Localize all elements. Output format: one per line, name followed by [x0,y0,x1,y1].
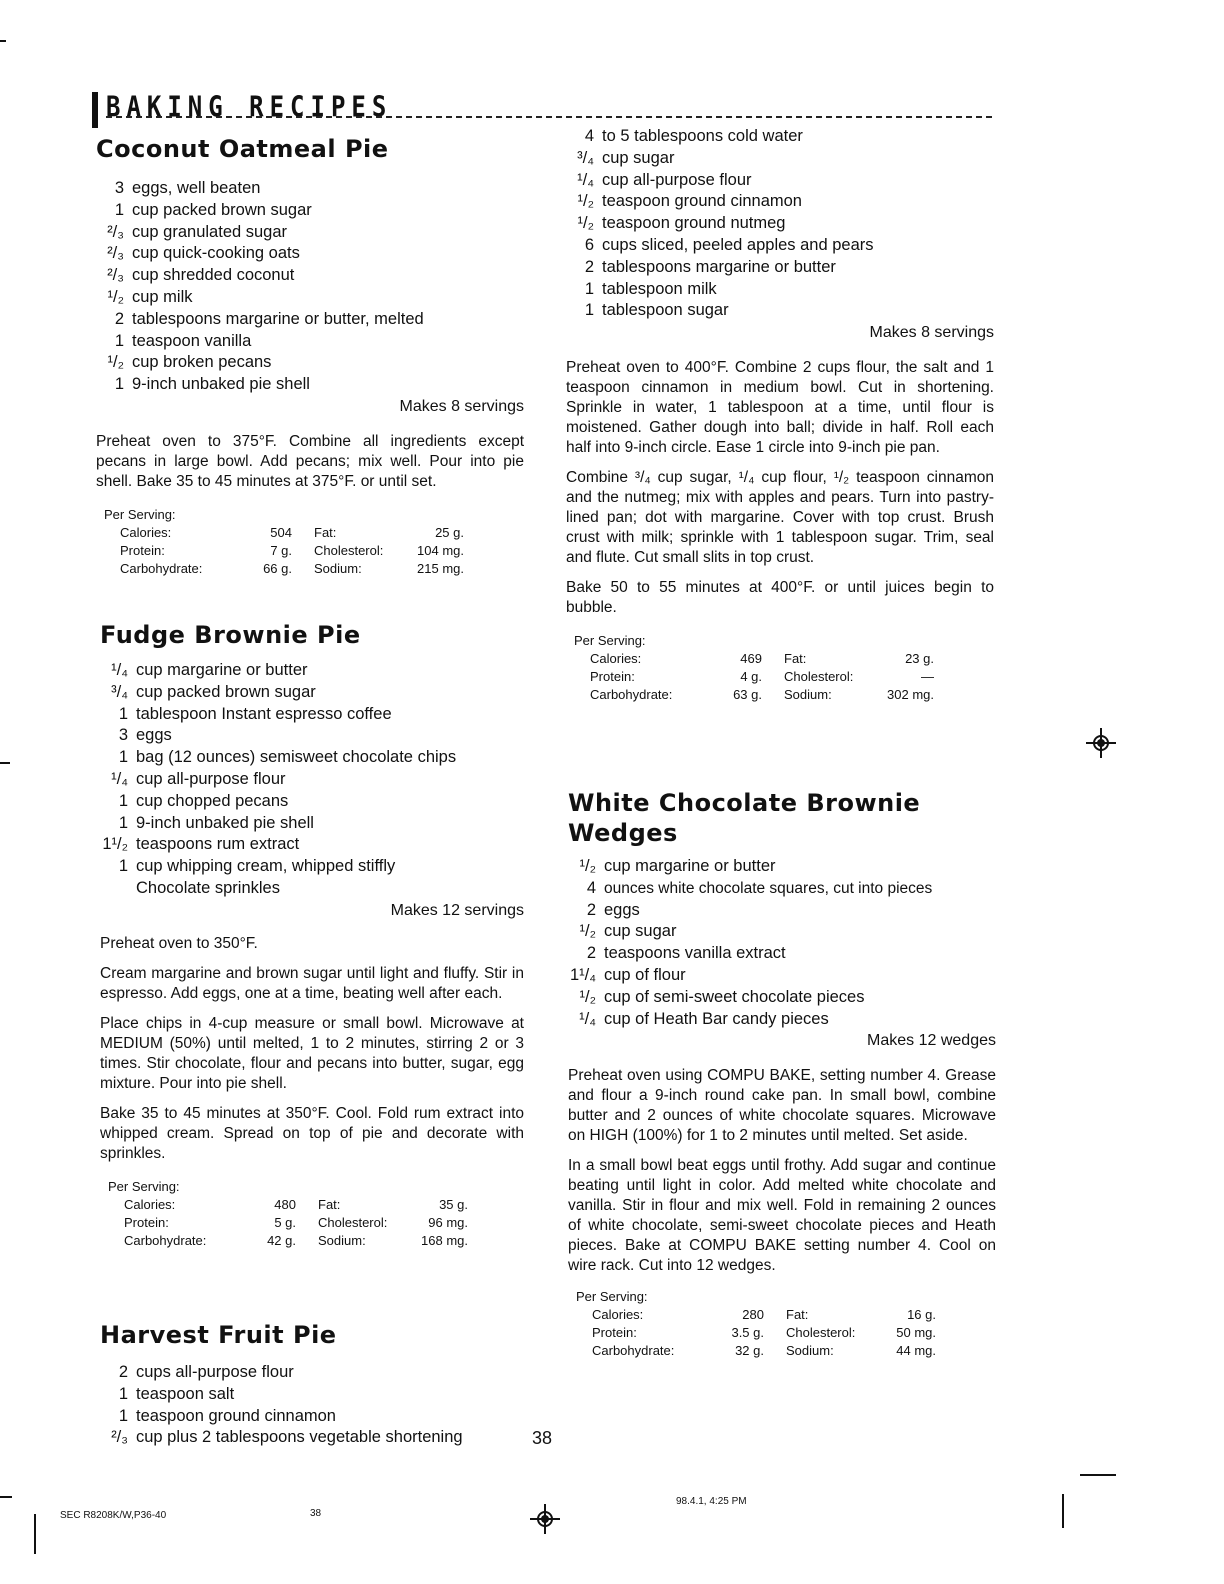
nutrition-value: 5 g. [274,1214,296,1230]
recipe-title [568,788,996,848]
crop-mark [0,40,6,42]
crop-mark [1080,1474,1116,1476]
nutrition-value: — [921,669,934,685]
ingredient: 6 cups sliced, peeled apples and pears [584,235,874,254]
nutrition-label: Cholesterol: [314,542,384,558]
nutrition-label: Cholesterol: [786,1325,856,1341]
ingredient-list [96,178,524,396]
ingredient: 4 to 5 tablespoons cold water [584,127,803,145]
ingredient: Chocolate sprinkles [136,878,280,897]
nutrition-heading: Per Serving: [574,633,646,649]
print-timestamp: 98.4.1, 4:25 PM [676,1496,747,1507]
recipe-title-line: Wedges [568,819,678,847]
ingredient: 2 tablespoons margarine or butter [584,257,836,276]
nutrition-value: 480 [274,1196,296,1212]
nutrition-label: Protein: [592,1325,637,1341]
nutrition-label: Carbohydrate: [590,687,673,703]
ingredient: ¹/₂ cup of semi-sweet chocolate pieces [579,987,865,1006]
recipe-harvest-continued [566,126,994,704]
ingredient: 2 cups all-purpose flour [118,1363,294,1381]
nutrition-value: 469 [740,651,762,667]
ingredient: 1 tablespoon Instant espresso coffee [118,704,392,723]
ingredient-list [568,856,996,1030]
ingredient: ¹/₄ cup of Heath Bar candy pieces [579,1009,829,1028]
ingredient: 1 cup packed brown sugar [114,200,312,219]
ingredient: 1 cup whipping cream, whipped stiffly [118,857,396,876]
directions: Preheat oven using COMPU BAKE, setting number 4. Grease and flour a 9-inch round cake pan. In small bowl, combine butter and 2 ounces of white chocolate squares. Microwave on HIGH (100%) for 1 to 2 minutes until melted. Set aside. [568,1067,996,1145]
nutrition-label: Carbohydrate: [124,1232,207,1248]
directions: Bake 35 to 45 minutes at 350°F. Cool. Fold rum extract into whipped cream. Spread on top of pie and decorate with sprinkles. [100,1104,524,1162]
nutrition-label: Calories: [590,651,642,667]
nutrition-label: Carbohydrate: [592,1343,675,1359]
ingredient: ³/₄ cup packed brown sugar [111,682,316,701]
nutrition-info [566,632,994,704]
recipe-title: Coconut Oatmeal Pie [96,135,389,163]
ingredient: ²/₃ cup shredded coconut [107,266,295,285]
nutrition-label: Sodium: [314,560,362,576]
page-number: 38 [532,1428,553,1448]
registration-mark-icon [1086,728,1116,758]
nutrition-value: 280 [742,1307,764,1323]
nutrition-label: Calories: [124,1196,176,1212]
recipe-title: Harvest Fruit Pie [100,1321,337,1349]
crop-mark [1062,1494,1064,1528]
nutrition-label: Sodium: [786,1343,834,1359]
recipe-fudge [100,620,524,1250]
nutrition-value: 23 g. [905,651,934,667]
ingredient: 1 9-inch unbaked pie shell [114,375,310,394]
recipe-title-line: White Chocolate Brownie [568,789,921,817]
nutrition-value: 96 mg. [428,1214,468,1230]
ingredient-list [566,126,994,322]
nutrition-label: Protein: [124,1214,169,1230]
nutrition-value: 42 g. [267,1232,296,1248]
ingredient: 2 tablespoons margarine or butter, melted [114,309,424,328]
ingredient: ¹/₂ teaspoon ground cinnamon [577,192,802,211]
ingredient: 2 eggs [586,900,640,919]
file-id: SEC R8208K/W,P36-40 [60,1510,167,1521]
ingredient: 1 teaspoon ground cinnamon [118,1406,336,1425]
ingredient-list [100,660,524,900]
nutrition-value: 168 mg. [421,1232,468,1248]
nutrition-label: Fat: [318,1196,341,1212]
ingredient: ¹/₄ cup all-purpose flour [111,769,286,788]
nutrition-value: 44 mg. [896,1343,936,1359]
nutrition-heading: Per Serving: [576,1289,648,1305]
nutrition-label: Carbohydrate: [120,560,203,576]
nutrition-label: Cholesterol: [784,669,854,685]
ingredient: ¹/₄ cup all-purpose flour [577,170,752,189]
ingredient: ¹/₂ cup broken pecans [107,353,272,372]
directions: Preheat oven to 350°F. [100,934,258,952]
recipe-white-chocolate [568,788,996,1360]
nutrition-value: 66 g. [263,560,292,576]
ingredient: ¹/₂ teaspoon ground nutmeg [577,214,786,233]
ingredient: 1¹/₂ teaspoons rum extract [102,835,300,854]
ingredient: 1 bag (12 ounces) semisweet chocolate chips [118,748,457,767]
ingredient: 1 9-inch unbaked pie shell [118,813,314,832]
nutrition-label: Protein: [120,542,165,558]
directions: Preheat oven to 375°F. Combine all ingredients except pecans in large bowl. Add pecans; mix well. Pour into pie shell. Bake 35 to 45 minutes at 375°F. or until set. [96,432,524,490]
nutrition-heading: Per Serving: [104,506,176,522]
nutrition-label: Fat: [786,1307,809,1323]
ingredient: 1 tablespoon sugar [584,301,729,320]
yield: Makes 8 servings [869,324,994,342]
nutrition-value: 504 [270,524,292,540]
nutrition-value: 302 mg. [887,687,934,703]
nutrition-label: Calories: [120,524,172,540]
directions: Preheat oven to 400°F. Combine 2 cups flour, the salt and 1 teaspoon cinnamon in medium bowl. Cut in shortening. Sprinkle in water, 1 tablespoon at a time, until flour is moistened. Gather dough into ball; divide in half. Roll each half into 9-inch circle. Ease 1 circle into 9-inch pie pan. [566,359,994,457]
nutrition-value: 4 g. [740,669,762,685]
ingredient: 4 ounces white chocolate squares, cut into pieces [586,878,933,897]
recipe-coconut [96,134,524,578]
page-header [92,88,992,128]
ingredient-list [100,1362,530,1449]
directions: Cream margarine and brown sugar until light and fluffy. Stir in espresso. Add eggs, one at a time, beating well after each. [100,964,524,1002]
directions: Place chips in 4-cup measure or small bowl. Microwave at MEDIUM (50%) until melted, 1 to 2 minutes, stirring 2 or 3 times. Stir chocolate, flour and pecans into butter, sugar, egg mixture. Pour into pie shell. [100,1014,524,1092]
nutrition-info [568,1288,996,1360]
ingredient: ²/₃ cup granulated sugar [107,222,288,241]
nutrition-label: Sodium: [318,1232,366,1248]
nutrition-value: 25 g. [435,524,464,540]
ingredient: 1 teaspoon vanilla [114,331,252,350]
registration-mark-icon [530,1504,560,1534]
ingredient: ¹/₂ cup margarine or butter [579,857,776,875]
nutrition-value: 16 g. [907,1307,936,1323]
nutrition-label: Protein: [590,669,635,685]
crop-mark [34,1514,36,1554]
ingredient: 1¹/₄ cup of flour [570,965,686,984]
nutrition-value: 7 g. [270,542,292,558]
footer-page-number: 38 [310,1508,322,1519]
nutrition-value: 63 g. [733,687,762,703]
directions: Bake 50 to 55 minutes at 400°F. or until juices begin to bubble. [566,579,994,617]
directions: In a small bowl beat eggs until frothy. Add sugar and continue beating until light in color. Add melted white chocolate and vanilla. Stir in flour and mix well. Fold in remaining 2 ounces of white chocolate, semi-sweet chocolate pieces and Heath pieces. Bake at COMPU BAKE setting number 4. Cool on wire rack. Cut into 12 wedges. [568,1157,996,1275]
nutrition-label: Cholesterol: [318,1214,388,1230]
ingredient: ²/₃ cup plus 2 tablespoons vegetable shortening [111,1428,463,1447]
ingredient: 1 cup chopped pecans [118,791,289,810]
header-rule [106,116,992,118]
nutrition-value: 215 mg. [417,560,464,576]
nutrition-info [96,506,524,578]
ingredient: 2 teaspoons vanilla extract [586,944,786,963]
ingredient: ²/₃ cup quick-cooking oats [107,244,300,263]
nutrition-value: 35 g. [439,1196,468,1212]
recipe-title: Fudge Brownie Pie [100,621,361,649]
nutrition-info [100,1178,524,1250]
yield: Makes 12 servings [390,901,524,919]
nutrition-heading: Per Serving: [108,1178,180,1194]
ingredient: ¹/₂ cup milk [107,287,193,306]
nutrition-label: Fat: [314,524,337,540]
nutrition-label: Fat: [784,651,807,667]
ingredient: ³/₄ cup sugar [577,148,675,167]
ingredient: 1 tablespoon milk [584,279,717,298]
nutrition-value: 50 mg. [896,1325,936,1341]
crop-mark [0,762,10,764]
yield: Makes 12 wedges [867,1032,996,1050]
nutrition-label: Calories: [592,1307,644,1323]
nutrition-value: 104 mg. [417,542,464,558]
yield: Makes 8 servings [399,397,524,415]
section-title: BAKING RECIPES [106,90,393,124]
nutrition-value: 32 g. [735,1343,764,1359]
directions: Combine ³/₄ cup sugar, ¹/₄ cup flour, ¹/₂ teaspoon cinnamon and the nutmeg; mix with apples and pears. Turn into pastry-lined pan; dot with margarine. Cover with top crust. Brush crust with milk; sprinkle with 1 tablespoon sugar. Trim, seal and flute. Cut small slits in top crust. [566,469,994,567]
ingredient: ¹/₄ cup margarine or butter [111,661,308,679]
nutrition-value: 3.5 g. [731,1325,764,1341]
ingredient: 3 eggs, well beaten [114,179,261,197]
ingredient: 1 teaspoon salt [118,1384,235,1403]
ingredient: ¹/₂ cup sugar [579,922,677,941]
recipe-harvest [100,1320,530,1449]
header-bar [92,92,98,128]
nutrition-label: Sodium: [784,687,832,703]
ingredient: 3 eggs [118,726,172,745]
crop-mark [0,1496,12,1498]
